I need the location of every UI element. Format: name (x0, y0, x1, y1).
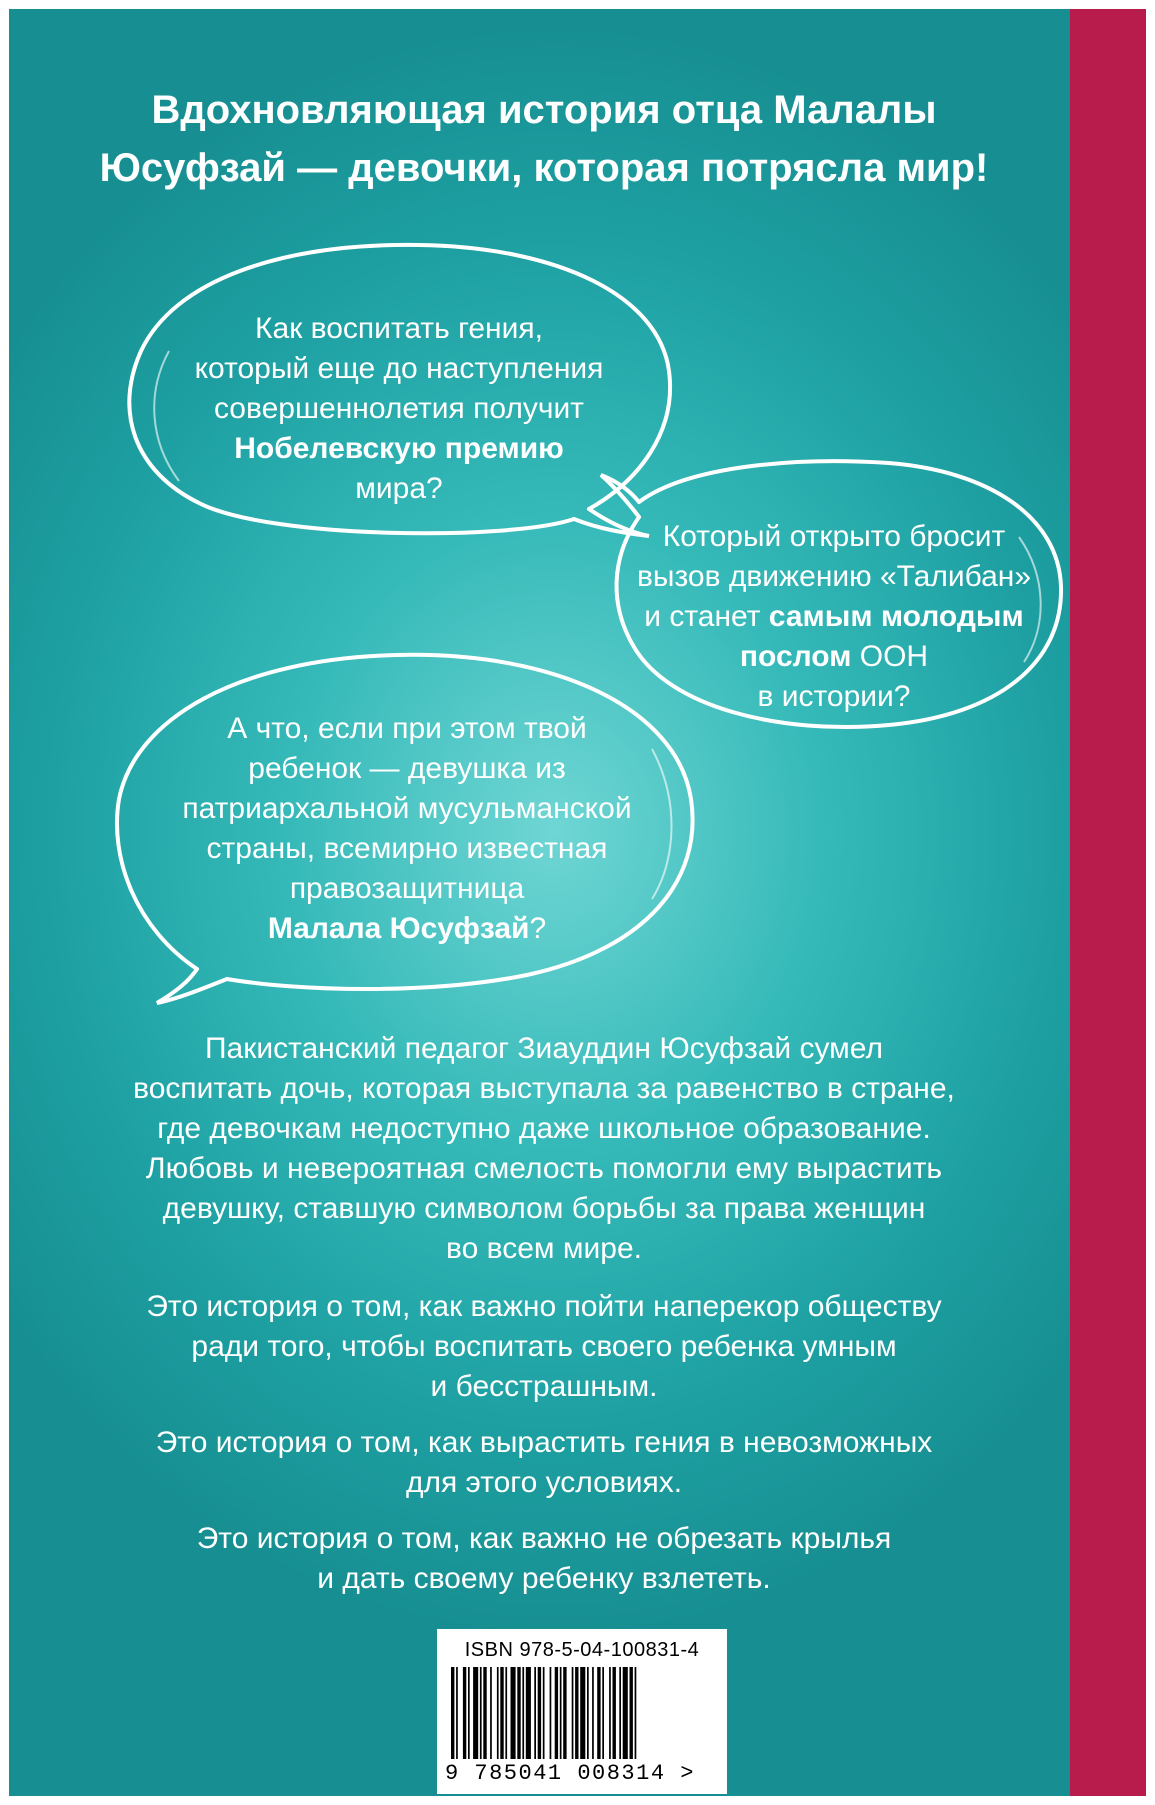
paragraph-line: во всем мире. (446, 1232, 642, 1265)
paragraph-line: Любовь и невероятная смелость помогли ему вырастить (145, 1152, 943, 1185)
headline (69, 81, 1019, 197)
isbn-number: ISBN 978-5-04-100831-4 (464, 1639, 700, 1661)
spine-stripe (1070, 9, 1146, 1796)
bubble-3-line: страны, всемирно известная (206, 832, 608, 865)
bubble-3-suffix: ? (529, 912, 547, 945)
bubble-2-bold: послом (739, 640, 852, 673)
bubble-3-line: ребенок — девушка из (248, 752, 566, 785)
paragraph-line: Пакистанский педагог Зиауддин Юсуфзай сумел (204, 1032, 884, 1065)
bubble-2-line: и станет (644, 600, 769, 633)
paragraph-line: Это история о том, как важно не обрезать крылья (196, 1522, 892, 1555)
paragraph-line: девушку, ставшую символом борьбы за права женщин (162, 1192, 926, 1225)
bubble-3-bold: Малала Юсуфзай (267, 912, 530, 945)
paragraph-line: Это история о том, как важно пойти наперекор обществу (146, 1290, 942, 1323)
bubble-1-bold: Нобелевскую премию (234, 432, 564, 465)
bubble-1-line: Как воспитать гения, (255, 312, 543, 345)
paragraph-line: где девочкам недоступно даже школьное образование. (157, 1112, 931, 1145)
barcode-bars (451, 1667, 713, 1759)
headline-line: Юсуфзай — девочки, которая потрясла мир! (99, 146, 989, 190)
paragraph-line: и бесстрашным. (430, 1370, 658, 1403)
bubble-3-line: правозащитница (289, 872, 525, 905)
bubble-2-line: вызов движению «Талибан» (636, 560, 1032, 593)
paragraph-2 (89, 1287, 999, 1407)
bubble-2-bold: самым молодым (768, 600, 1024, 633)
paragraph-4 (89, 1519, 999, 1599)
bubble-3-line: А что, если при этом твой (227, 712, 587, 745)
bubble-2-line: Который открыто бросит (662, 520, 1006, 553)
paragraph-1 (89, 1029, 999, 1269)
paragraph-line: и дать своему ребенку взлететь. (317, 1562, 771, 1595)
bubble-2-line: ООН (851, 640, 929, 673)
bubble-1-line: мира? (355, 472, 443, 505)
paragraph-line: ради того, чтобы воспитать своего ребенка умным (191, 1330, 897, 1363)
barcode-label (437, 1629, 727, 1794)
bubble-1-text (159, 309, 639, 509)
book-back-cover (9, 9, 1146, 1796)
bubble-3-text (127, 709, 687, 949)
bubble-2-line: в истории? (757, 680, 911, 713)
bubble-3-line: патриархальной мусульманской (182, 792, 632, 825)
paragraph-3 (89, 1423, 999, 1503)
paragraph-line: для этого условиях. (405, 1466, 683, 1499)
ean-digits: 9 785041 008314 > (445, 1761, 695, 1786)
bubble-1-line: совершеннолетия получит (213, 392, 585, 425)
headline-line: Вдохновляющая история отца Малалы (151, 88, 937, 132)
bubble-1-line: который еще до наступления (194, 352, 604, 385)
paragraph-line: Это история о том, как вырастить гения в невозможных (155, 1426, 933, 1459)
paragraph-line: воспитать дочь, которая выступала за равенство в стране, (133, 1072, 955, 1105)
